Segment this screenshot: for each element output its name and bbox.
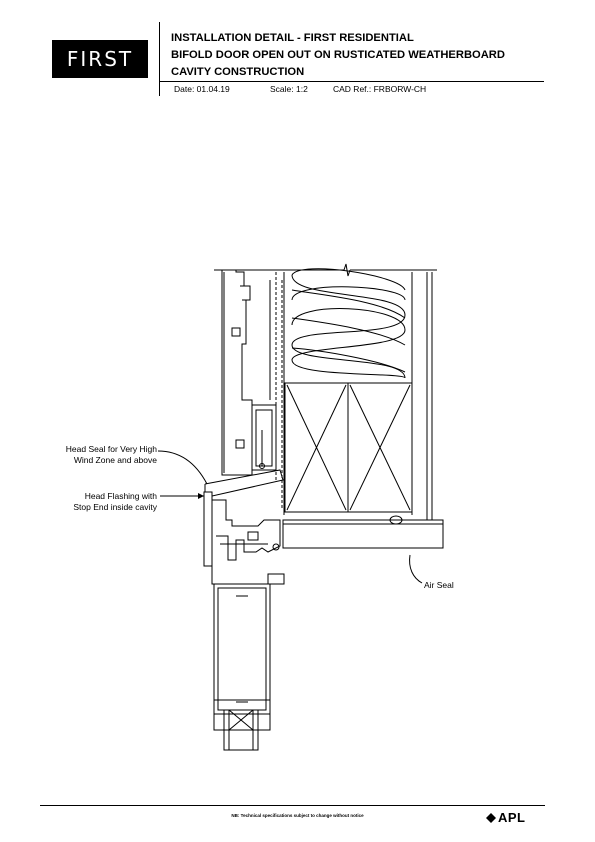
head-seal-callout (30, 444, 157, 466)
date-label: Date: 01.04.19 (174, 84, 230, 94)
timber-lintel (285, 383, 412, 512)
head-flashing (205, 405, 283, 520)
apl-logo-text: APL (498, 810, 526, 825)
door-sash (214, 584, 270, 730)
footer-disclaimer: NB: Technical specifications subject to change without notice (231, 813, 364, 818)
scale-label: Scale: 1:2 (270, 84, 308, 94)
air-seal-callout: Air Seal (424, 580, 454, 590)
insulation (292, 269, 405, 378)
door-head-frame (204, 492, 284, 584)
lintel-trim (283, 516, 443, 548)
head-flashing-callout-line1: Head Flashing with (84, 491, 157, 501)
brand-logo-text: FIRST (66, 47, 134, 71)
title-line-2: BIFOLD DOOR OPEN OUT ON RUSTICATED WEATHERBOARD (171, 49, 505, 61)
title-line-3: CAVITY CONSTRUCTION (171, 66, 305, 78)
apl-diamond-icon (486, 813, 496, 823)
head-flashing-callout-line2: Stop End inside cavity (73, 502, 157, 512)
title-line-1: INSTALLATION DETAIL - FIRST RESIDENTIAL (171, 32, 414, 44)
cad-ref-label: CAD Ref.: FRBORW-CH (333, 84, 427, 94)
head-seal-callout-line2: Wind Zone and above (73, 455, 157, 465)
footer-divider (40, 805, 545, 806)
apl-logo (486, 810, 526, 825)
head-seal-callout-line1: Head Seal for Very High (65, 444, 157, 454)
door-glazing (224, 710, 258, 750)
rusticated-weatherboard (222, 270, 252, 475)
wall-top-edge (214, 264, 437, 276)
head-flashing-callout (30, 491, 157, 513)
callout-leaders (158, 451, 422, 583)
